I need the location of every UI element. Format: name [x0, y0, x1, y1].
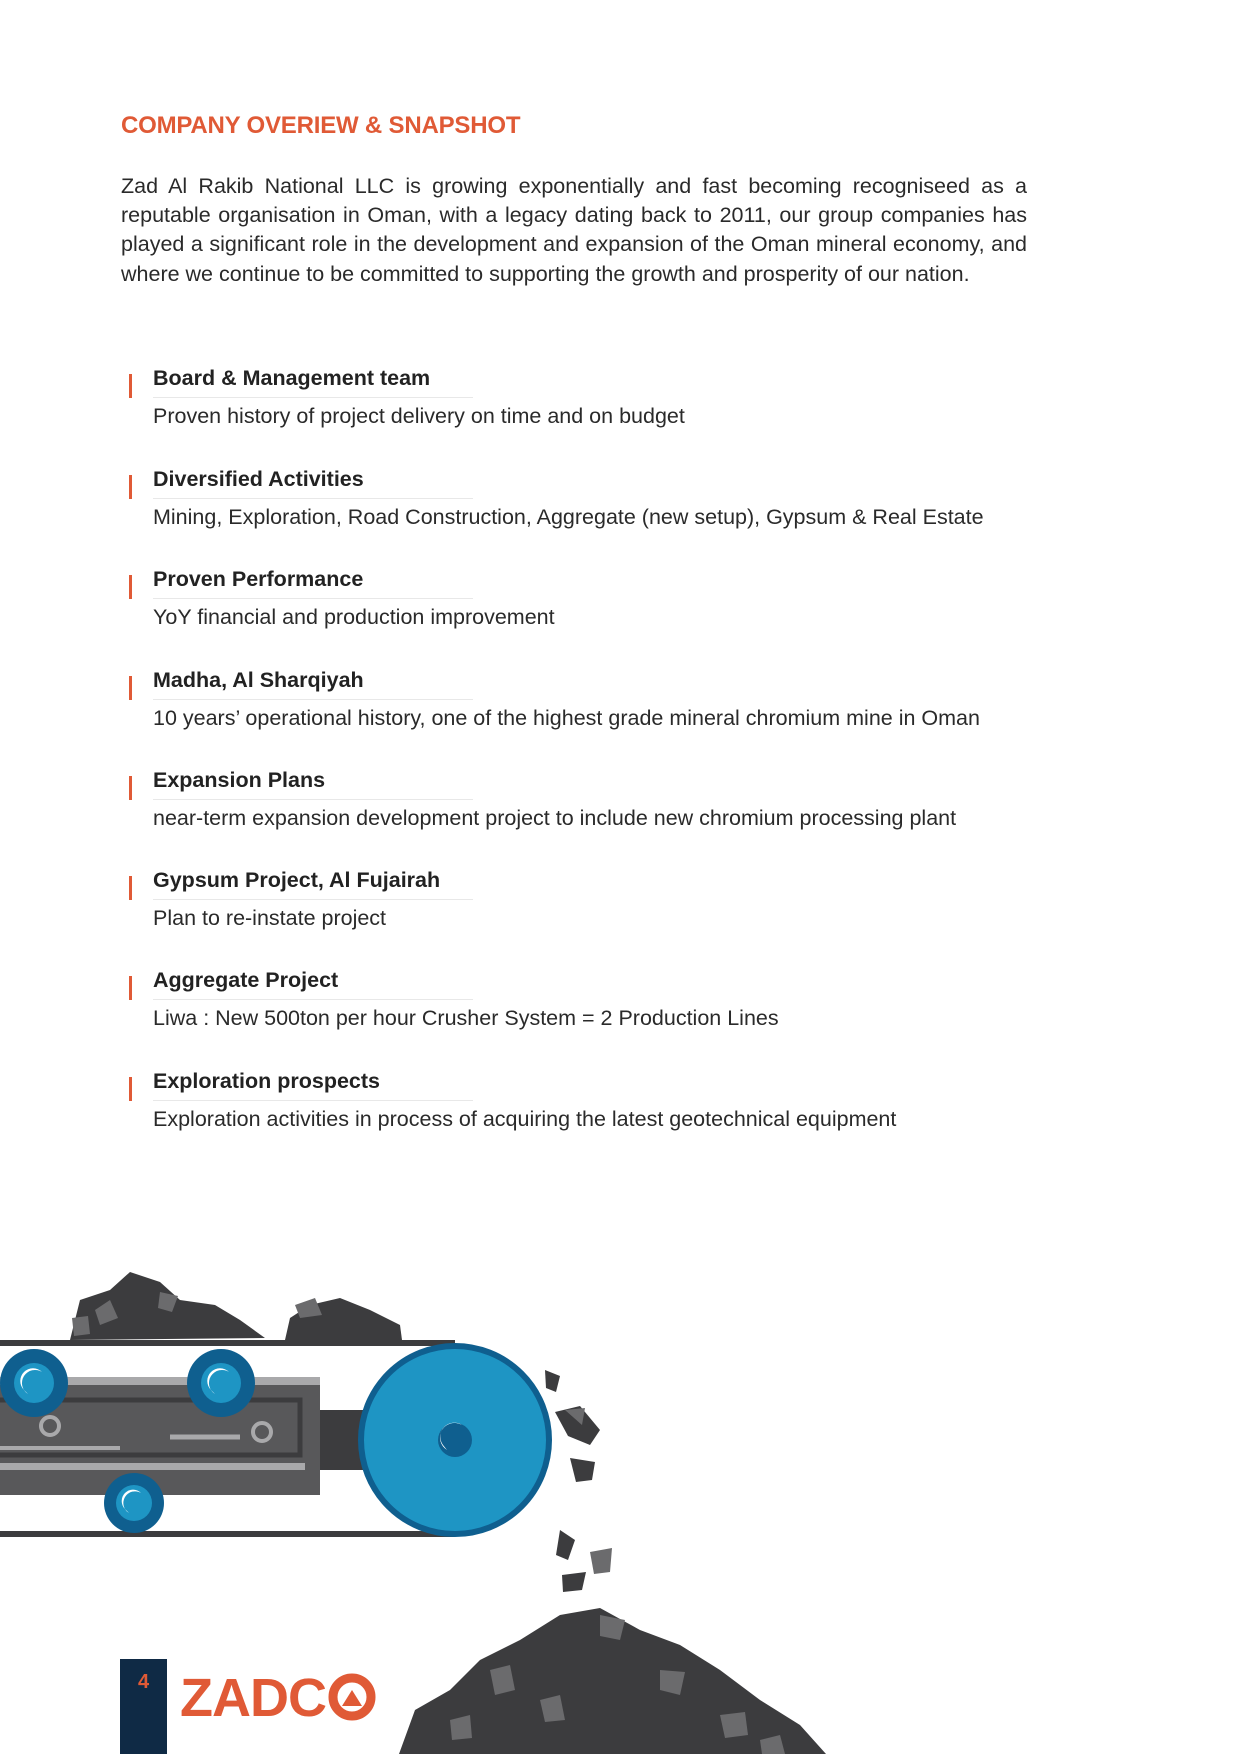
item-description: YoY financial and production improvement: [153, 605, 555, 629]
small-wheel: [187, 1349, 255, 1417]
item-description: Proven history of project delivery on time and on budget: [153, 404, 685, 428]
item-heading: Board & Management team: [153, 366, 473, 398]
page-title: COMPANY OVERIEW & SNAPSHOT: [121, 112, 521, 139]
page-number-box: [120, 1659, 167, 1754]
item-description: Liwa : New 500ton per hour Crusher System = 2 Production Lines: [153, 1006, 779, 1030]
small-wheel: [104, 1473, 164, 1533]
page-number: 4: [137, 1671, 150, 1693]
item-description: Exploration activities in process of acquiring the latest geotechnical equipment: [153, 1107, 897, 1131]
zadco-logo: [180, 1666, 380, 1726]
item-heading: Proven Performance: [153, 567, 473, 599]
item-heading: Expansion Plans: [153, 768, 473, 800]
item-description: near-term expansion development project to include new chromium processing plant: [153, 806, 957, 830]
item-heading: Gypsum Project, Al Fujairah: [153, 868, 473, 900]
item-heading: Aggregate Project: [153, 968, 473, 1000]
item-description: Mining, Exploration, Road Construction, Aggregate (new setup), Gypsum & Real Estate: [153, 505, 984, 529]
large-wheel: [361, 1346, 549, 1534]
item-description: 10 years’ operational history, one of the highest grade mineral chromium mine in Oman: [153, 706, 980, 730]
svg-text:ZADC: ZADC: [180, 1668, 326, 1726]
item-heading: Exploration prospects: [153, 1069, 473, 1101]
small-wheel: [0, 1349, 68, 1417]
item-heading: Madha, Al Sharqiyah: [153, 668, 473, 700]
item-description: Plan to re-instate project: [153, 906, 387, 930]
item-heading: Diversified Activities: [153, 467, 473, 499]
intro-paragraph: Zad Al Rakib National LLC is growing exponentially and fast becoming recogniseed as a reputable organisation in Oman, with a legacy dating back to 2011, our group companies has played a significant role in the development and expansion of the Oman mineral economy, and where we continue to be committed to supporting the growth and prosperity of our nation.: [121, 174, 1027, 286]
